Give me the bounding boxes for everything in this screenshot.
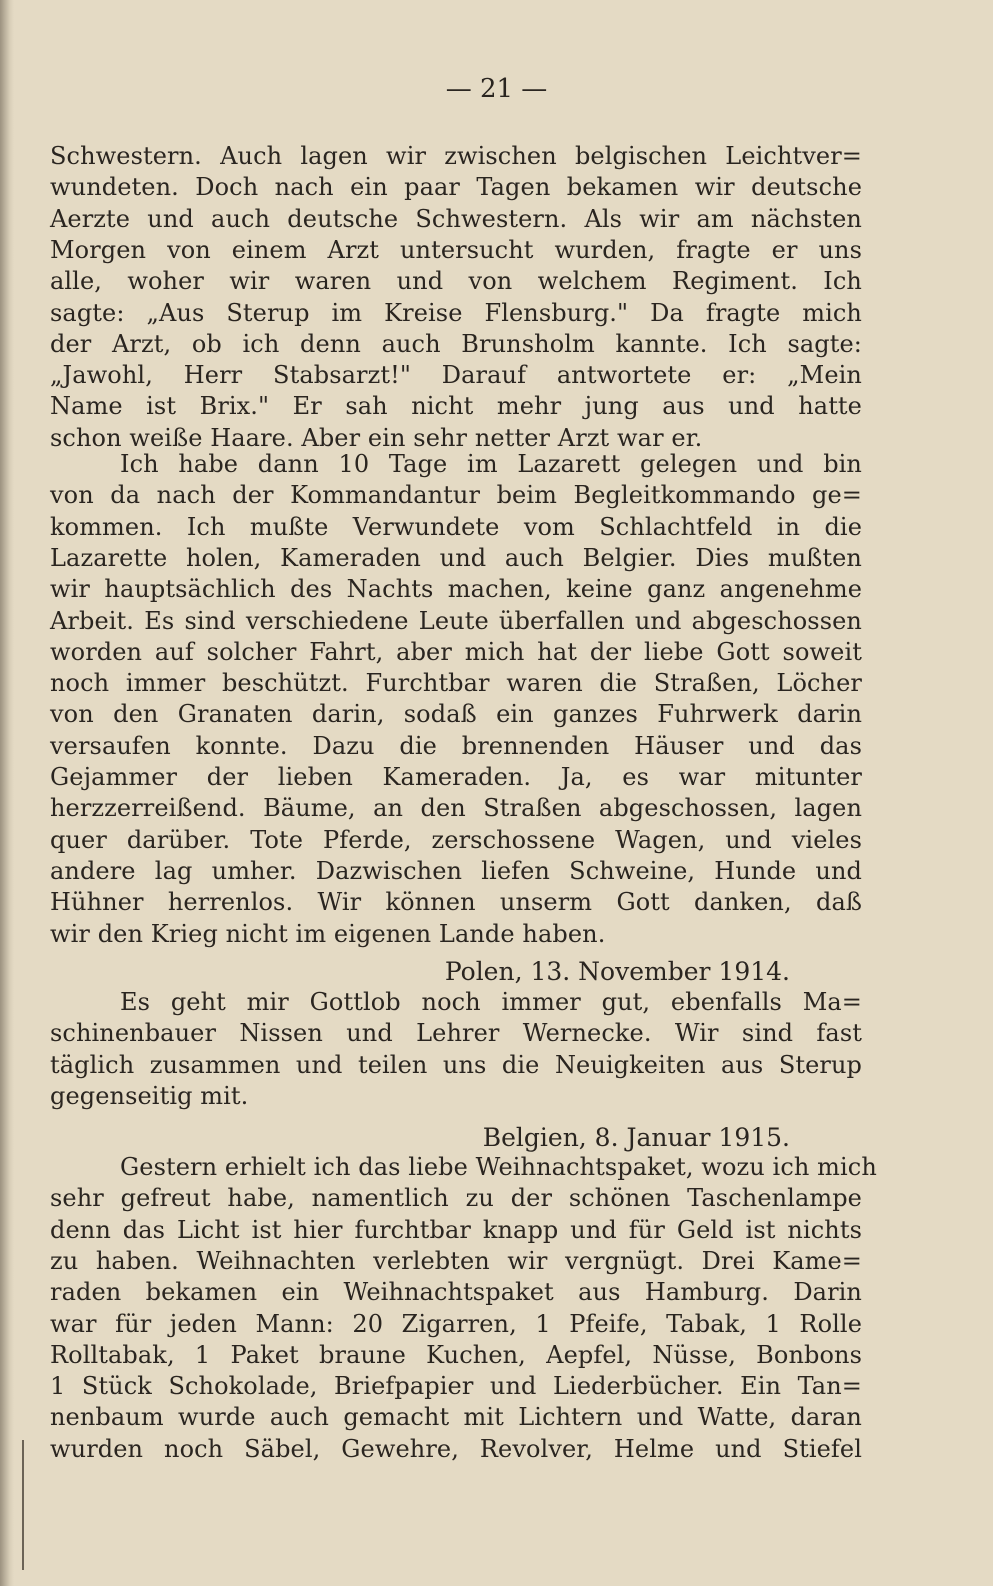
text-line: wurden noch Säbel, Gewehre, Revolver, Helme und Stiefel: [50, 1434, 862, 1463]
text-line: wundeten. Doch nach ein paar Tagen bekamen wir deutsche: [50, 173, 862, 202]
dateline: Belgien, 8. Januar 1915.: [482, 1123, 790, 1152]
page-number: — 21 —: [445, 74, 548, 104]
text-line: Aerzte und auch deutsche Schwestern. Als wir am nächsten: [50, 204, 862, 233]
text-line: Morgen von einem Arzt untersucht wurden, fragte er uns: [50, 235, 862, 264]
text-line: sehr gefreut habe, namentlich zu der schönen Taschenlampe: [50, 1184, 862, 1213]
text-line: Ich habe dann 10 Tage im Lazarett gelegen und bin: [120, 450, 862, 478]
text-line: Hühner herrenlos. Wir können unserm Gott danken, daß: [50, 888, 862, 917]
text-line: kommen. Ich mußte Verwundete vom Schlachtfeld in die: [50, 512, 862, 541]
text-line: gegenseitig mit.: [50, 1081, 249, 1110]
text-line: denn das Licht ist hier furchtbar knapp und für Geld ist nichts: [50, 1215, 862, 1244]
text-line: andere lag umher. Dazwischen liefen Schweine, Hunde und: [50, 856, 862, 885]
text-line: von da nach der Kommandantur beim Begleitkommando ge=: [50, 481, 862, 510]
text-line: schinenbauer Nissen und Lehrer Wernecke. Wir sind fast: [50, 1019, 862, 1048]
text-line: zu haben. Weihnachten verlebten wir vergnügt. Drei Kame=: [50, 1246, 862, 1275]
dateline: Polen, 13. November 1914.: [444, 957, 790, 986]
text-line: sagte: „Aus Sterup im Kreise Flensburg." Da fragte mich: [50, 298, 862, 327]
text-line: Gejammer der lieben Kameraden. Ja, es war mitunter: [50, 763, 862, 791]
text-line: alle, woher wir waren und von welchem Regiment. Ich: [50, 267, 862, 296]
text-line: Arbeit. Es sind verschiedene Leute überfallen und abgeschossen: [50, 606, 862, 635]
text-line: Schwestern. Auch lagen wir zwischen belgischen Leichtver=: [50, 142, 862, 170]
text-line: quer darüber. Tote Pferde, zerschossene Wagen, und vieles: [50, 825, 862, 854]
text-line: 1 Stück Schokolade, Briefpapier und Liederbücher. Ein Tan=: [50, 1372, 862, 1401]
text-line: war für jeden Mann: 20 Zigarren, 1 Pfeife, Tabak, 1 Rolle: [50, 1309, 862, 1338]
text-line: Rolltabak, 1 Paket braune Kuchen, Aepfel, Nüsse, Bonbons: [50, 1340, 862, 1369]
text-line: der Arzt, ob ich denn auch Brunsholm kannte. Ich sagte:: [50, 329, 862, 358]
text-line: schon weiße Haare. Aber ein sehr netter Arzt war er.: [50, 423, 703, 452]
text-line: täglich zusammen und teilen uns die Neuigkeiten aus Sterup: [50, 1050, 862, 1079]
text-line: herzzerreißend. Bäume, an den Straßen abgeschossen, lagen: [50, 794, 862, 823]
text-line: noch immer beschützt. Furchtbar waren die Straßen, Löcher: [50, 669, 862, 698]
binding-mark: [22, 1440, 24, 1570]
page-edge-shadow: [0, 0, 14, 1586]
text-line: nenbaum wurde auch gemacht mit Lichtern und Watte, daran: [50, 1403, 862, 1432]
text-line: von den Granaten darin, sodaß ein ganzes Fuhrwerk darin: [50, 700, 862, 729]
text-line: wir den Krieg nicht im eigenen Lande haben.: [50, 919, 606, 948]
text-line: Gestern erhielt ich das liebe Weihnachtspaket, wozu ich mich: [120, 1153, 877, 1181]
text-line: versaufen konnte. Dazu die brennenden Häuser und das: [50, 731, 862, 760]
text-line: wir hauptsächlich des Nachts machen, keine ganz angenehme: [50, 575, 862, 604]
text-line: Name ist Brix." Er sah nicht mehr jung aus und hatte: [50, 392, 862, 421]
text-line: Es geht mir Gottlob noch immer gut, ebenfalls Ma=: [120, 988, 862, 1016]
text-line: raden bekamen ein Weihnachtspaket aus Hamburg. Darin: [50, 1278, 862, 1307]
text-line: „Jawohl, Herr Stabsarzt!" Darauf antwortete er: „Mein: [50, 361, 862, 390]
text-line: Lazarette holen, Kameraden und auch Belgier. Dies mußten: [50, 543, 862, 572]
text-line: worden auf solcher Fahrt, aber mich hat der liebe Gott soweit: [50, 637, 862, 666]
